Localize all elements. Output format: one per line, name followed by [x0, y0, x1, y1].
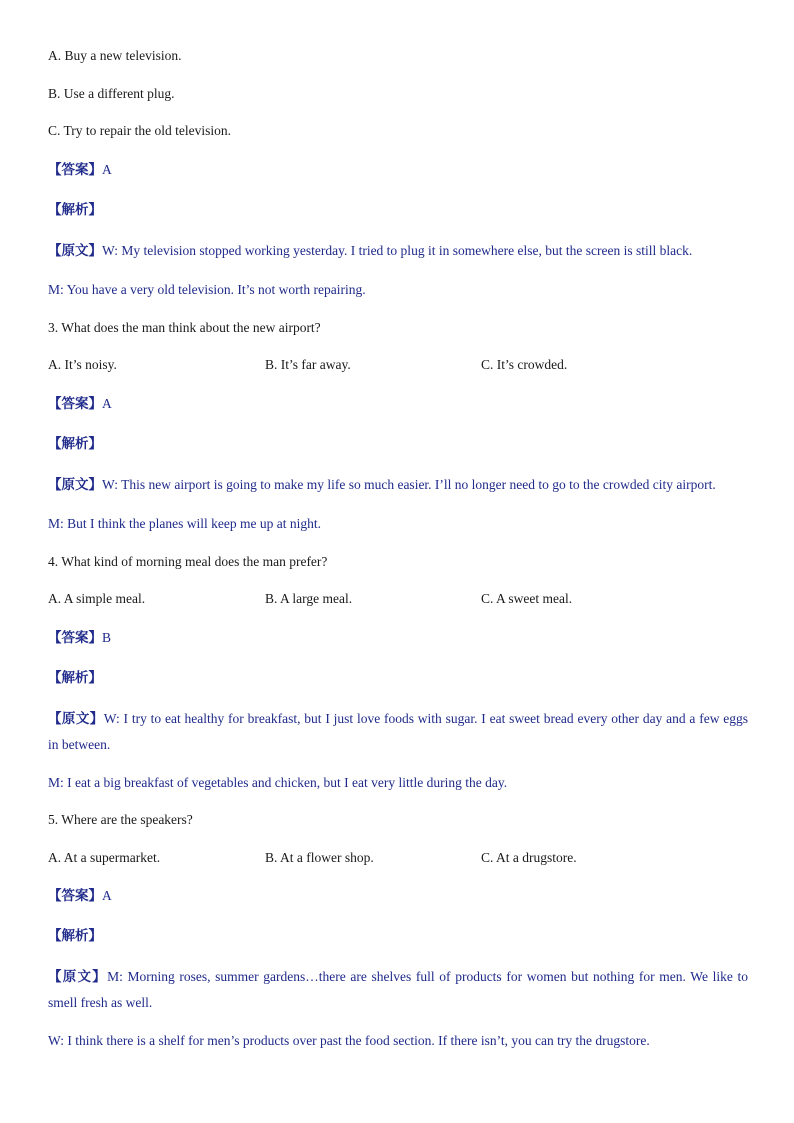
q5-answer	[48, 887, 112, 905]
source-label: 【原文】	[48, 711, 104, 727]
analysis-label: 【解析】	[48, 670, 102, 686]
q4-analysis	[48, 669, 102, 687]
q2-source-m: M: You have a very old television. It’s not worth repairing.	[48, 282, 366, 297]
answer-label: 【答案】	[48, 162, 102, 178]
q5-option-c: C. At a drugstore.	[481, 850, 577, 865]
answer-value: A	[102, 162, 112, 177]
q5-option-b: B. At a flower shop.	[265, 850, 374, 865]
source-text: M: Morning roses, summer gardens…there are shelves full of products for women but nothing for men. We like to smell fresh as well.	[48, 969, 748, 1010]
q2-option-a: A. Buy a new television.	[48, 48, 182, 63]
q5-source-w: W: I think there is a shelf for men’s products over past the food section. If there isn’t, you can try the drugstore.	[48, 1033, 650, 1048]
q4-option-b: B. A large meal.	[265, 591, 353, 606]
q2-answer	[48, 161, 112, 179]
q3-answer	[48, 395, 112, 413]
q4-answer	[48, 629, 111, 647]
source-label: 【原文】	[48, 243, 102, 259]
q2-option-b: B. Use a different plug.	[48, 86, 175, 101]
q4-source-m: M: I eat a big breakfast of vegetables and chicken, but I eat very little during the day.	[48, 775, 508, 790]
q3-source-w	[48, 476, 716, 494]
q3-option-c: C. It’s crowded.	[481, 357, 568, 372]
answer-value: A	[102, 888, 112, 903]
q4-option-c: C. A sweet meal.	[481, 591, 573, 606]
q3-analysis	[48, 435, 102, 453]
q3-source-m: M: But I think the planes will keep me up at night.	[48, 516, 321, 531]
answer-label: 【答案】	[48, 630, 102, 646]
analysis-label: 【解析】	[48, 436, 102, 452]
q5-analysis	[48, 927, 102, 945]
q5-option-a: A. At a supermarket.	[48, 850, 161, 865]
q3-option-a: A. It’s noisy.	[48, 357, 117, 372]
q3-option-b: B. It’s far away.	[265, 357, 351, 372]
q2-analysis	[48, 201, 102, 219]
source-text: W: My television stopped working yesterday. I tried to plug it in somewhere else, but the screen is still black.	[102, 243, 693, 258]
answer-label: 【答案】	[48, 888, 102, 904]
q4-option-a: A. A simple meal.	[48, 591, 146, 606]
answer-label: 【答案】	[48, 396, 102, 412]
answer-value: B	[102, 630, 112, 645]
q5-source-m	[48, 964, 748, 1016]
source-label: 【原文】	[48, 969, 108, 985]
source-text: W: This new airport is going to make my life so much easier. I’ll no longer need to go to the crowded city airport.	[102, 477, 716, 492]
source-text: W: I try to eat healthy for breakfast, but I just love foods with sugar. I eat sweet bread every other day and a few eggs in between.	[48, 711, 749, 752]
source-label: 【原文】	[48, 477, 102, 493]
q3-question: 3. What does the man think about the new airport?	[48, 320, 321, 335]
q2-source-w	[48, 242, 692, 260]
q2-option-c: C. Try to repair the old television.	[48, 123, 231, 138]
q4-question: 4. What kind of morning meal does the man prefer?	[48, 554, 328, 569]
analysis-label: 【解析】	[48, 928, 102, 944]
q5-question: 5. Where are the speakers?	[48, 812, 193, 827]
analysis-label: 【解析】	[48, 202, 102, 218]
answer-value: A	[102, 396, 112, 411]
q4-source-w	[48, 706, 748, 758]
